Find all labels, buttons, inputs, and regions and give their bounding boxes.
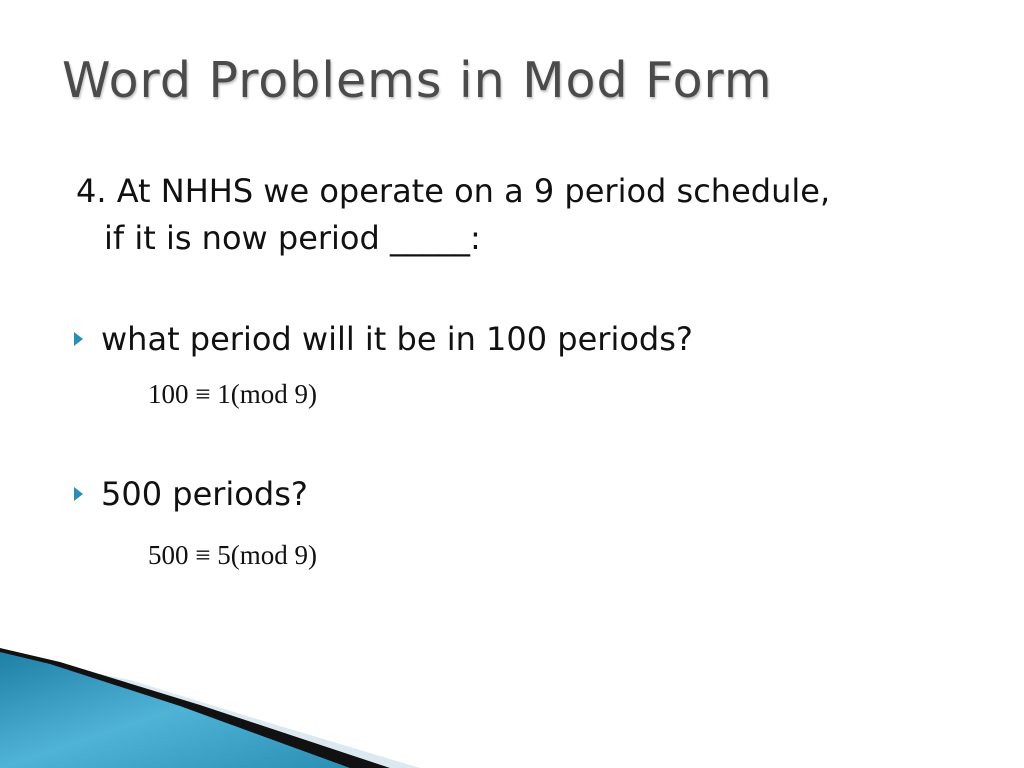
- problem-statement: [76, 168, 976, 262]
- bullet-arrow-icon: [74, 487, 83, 501]
- bullet-text-1: what period will it be in 100 periods?: [101, 320, 693, 358]
- footer-blue-wave: [0, 652, 350, 768]
- answer-equation-1: 100 ≡ 1(mod 9): [148, 379, 317, 409]
- bullet-item-1: [74, 320, 693, 358]
- answer-equation-2: 500 ≡ 5(mod 9): [148, 540, 317, 570]
- slide-title: Word Problems in Mod Form: [62, 52, 773, 109]
- bullet-item-2: [74, 475, 308, 513]
- footer-decoration: [0, 640, 1024, 768]
- problem-line-2: if it is now period _____:: [104, 219, 481, 257]
- bullet-arrow-icon: [74, 332, 83, 346]
- bullet-text-2: 500 periods?: [101, 475, 308, 513]
- problem-line-1: 4. At NHHS we operate on a 9 period schedule,: [76, 172, 831, 210]
